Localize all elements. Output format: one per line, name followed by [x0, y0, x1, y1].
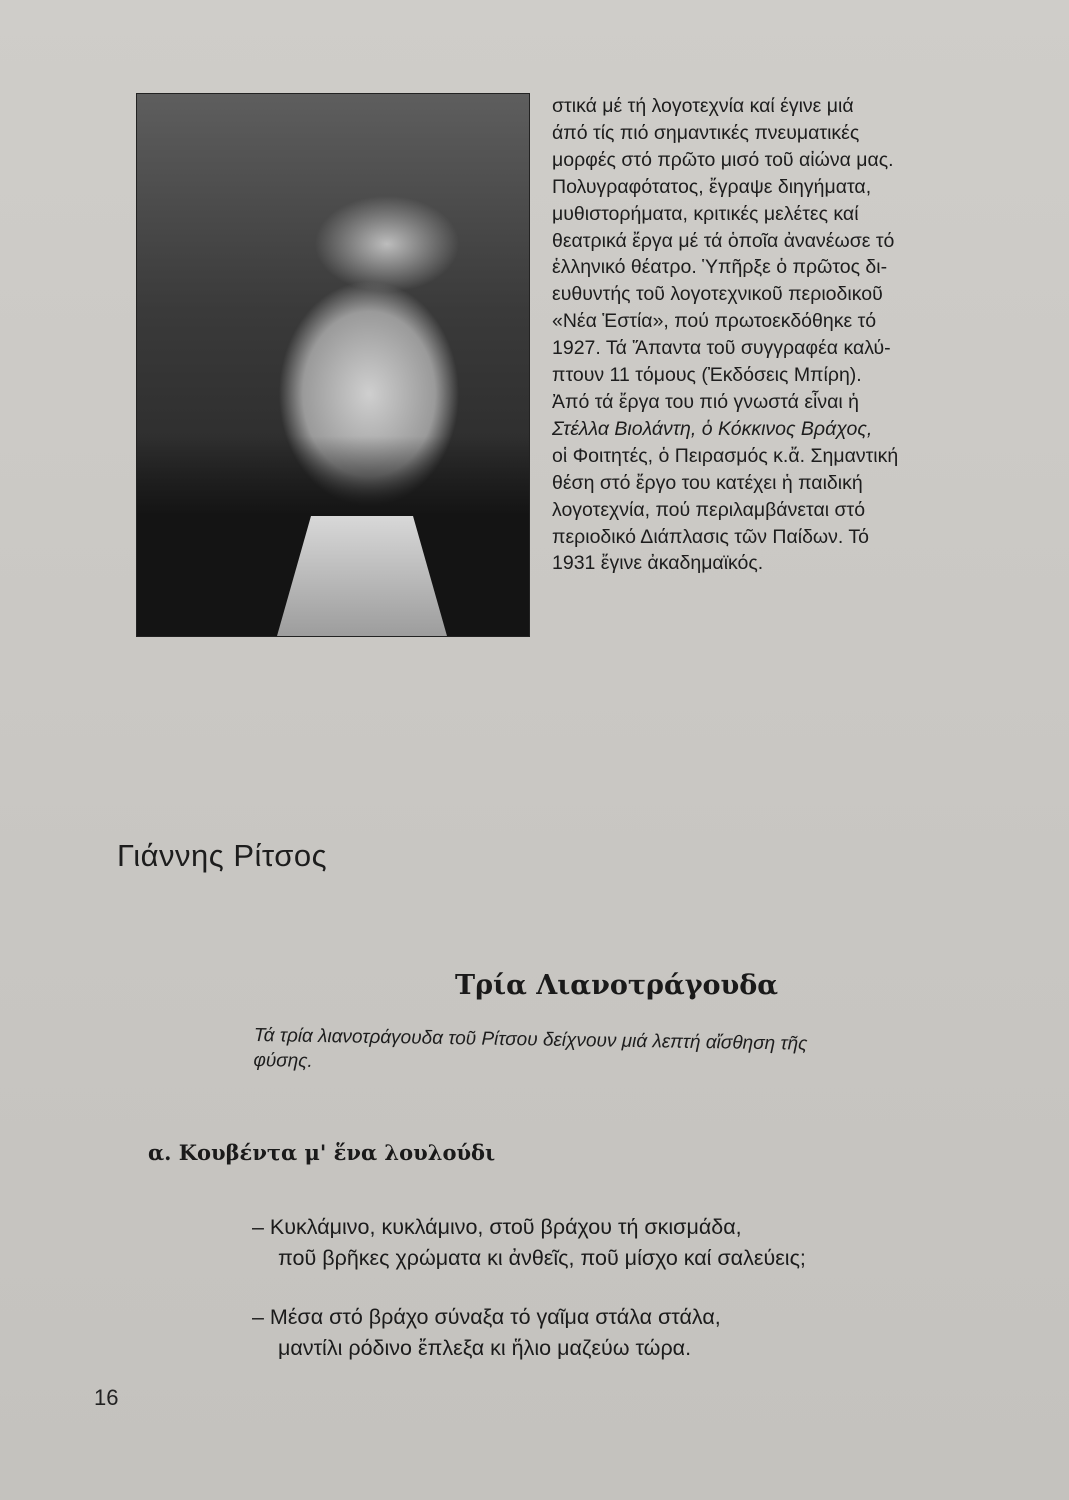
bio-line: οἱ Φοιτητές, ὁ Πειρασμός κ.ἄ. Σημαντική [552, 444, 899, 467]
intro-line: Τά τρία λιανοτράγουδα τοῦ Ρίτσου δείχνουν μιά λεπτή αἴσθηση τῆς [253, 1024, 808, 1055]
intro-line: φύσης. [253, 1049, 313, 1072]
bio-line: θεατρικά ἔργα μέ τά ὁποῖα ἀνανέωσε τό [552, 229, 895, 252]
bio-line: Στέλλα Βιολάντη, ὁ Κόκκινος Βράχος, [552, 417, 873, 440]
bio-line: θέση στό ἔργο του κατέχει ἡ παιδική [552, 471, 863, 494]
bio-line: ευθυντής τοῦ λογοτεχνικοῦ περιοδικοῦ [552, 283, 883, 306]
bio-line: ἑλληνικό θέατρο. Ὑπῆρξε ὁ πρῶτος δι- [552, 256, 888, 279]
bio-line: πτουν 11 τόμους (Ἐκδόσεις Μπίρη). [552, 364, 862, 387]
bio-line: περιοδικό Διάπλασις τῶν Παίδων. Τό [552, 525, 870, 548]
bio-line: «Νέα Ἑστία», πού πρωτοεκδόθηκε τό [552, 310, 877, 333]
page-number: 16 [94, 1385, 119, 1410]
bio-line: Ἀπό τά ἔργα του πιό γνωστά εἶναι ἡ [552, 390, 859, 413]
intro-text [253, 1023, 974, 1084]
author-portrait-photo [136, 93, 530, 637]
bio-line: στικά μέ τή λογοτεχνία καί έγινε μιά [552, 95, 854, 117]
poem-line: μαντίλι ρόδινο ἔπλεξα κι ἥλιο μαζεύω τώρα. [278, 1336, 692, 1360]
bio-line: λογοτεχνία, πού περιλαμβάνεται στό [552, 498, 866, 521]
bio-line: 1931 ἔγινε ἀκαδημαϊκός. [552, 552, 764, 575]
poem-line: – Κυκλάμινο, κυκλάμινο, στοῦ βράχου τή σκισμάδα, [252, 1215, 742, 1239]
author-name: Γιάννης Ρίτσος [117, 838, 328, 873]
poem-line: – Μέσα στό βράχο σύναξα τό γαῖμα στάλα στάλα, [252, 1305, 721, 1329]
section-heading: α. Κουβέντα μ' ἕνα λουλούδι [148, 1140, 496, 1165]
page-title: Τρία Λιανοτράγουδα [455, 970, 779, 1001]
author-biography [552, 93, 990, 577]
bio-line: μορφές στό πρῶτο μισό τοῦ αἰώνα μας. [552, 148, 894, 171]
stanza-gap [252, 1274, 806, 1302]
bio-line: 1927. Τά Ἅπαντα τοῦ συγγραφέα καλύ- [552, 337, 891, 360]
bio-line: μυθιστορήματα, κριτικές μελέτες καί [552, 202, 859, 225]
poem-line: ποῦ βρῆκες χρώματα κι ἀνθεῖς, ποῦ μίσχο καί σαλεύεις; [278, 1246, 806, 1270]
bio-line: άπό τίς πιό σημαντικές πνευματικές [552, 121, 860, 144]
bio-line: Πολυγραφότατος, ἔγραψε διηγήματα, [552, 175, 872, 198]
poem [252, 1212, 806, 1364]
